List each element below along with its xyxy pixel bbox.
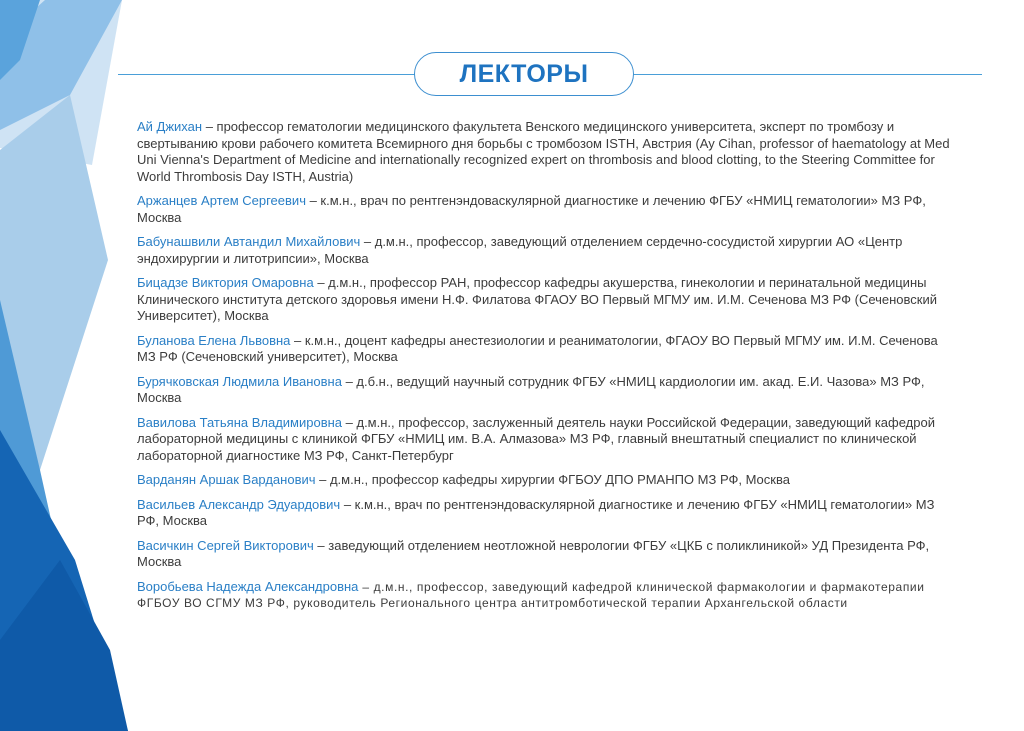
page-title: ЛЕКТОРЫ [414,52,634,96]
header-line-left [118,74,416,75]
lecturer-entry [137,497,957,530]
lecturer-name: Буланова Елена Львовна [137,332,291,348]
lecturer-name: Васильев Александр Эдуардович [137,496,341,512]
lecturer-entry [137,119,957,185]
lecturer-name: Бицадзе Виктория Омаровна [137,275,314,290]
lecturer-entry [137,234,957,267]
lecturer-name: Вавилова Татьяна Владимировна [137,414,343,430]
lecturer-name: Воробьева Надежда Александровна [137,578,359,594]
lecturer-name: Аржанцев Артем Сергеевич [137,193,306,208]
lecturer-name: Варданян Аршак Варданович [137,472,316,487]
lecturer-name: Бабунашвили Автандил Михайлович [137,234,361,249]
lecturer-description: – заведующий отделением неотложной неврологии ФГБУ «ЦКБ с поликлиникой» УД Президента РФ, Москва [137,537,930,569]
lecturer-list [137,119,957,620]
lecturer-entry [137,374,957,407]
lecturer-description: – д.м.н., профессор кафедры хирургии ФГБОУ ДПО РМАНПО МЗ РФ, Москва [315,472,790,487]
lecturer-description: – к.м.н., врач по рентгенэндоваскулярной диагностике и лечению ФГБУ «НМИЦ гематологии» МЗ РФ, Москва [137,193,926,225]
lecturer-entry [137,538,957,571]
lecturer-name: Бурячковская Людмила Ивановна [137,373,342,389]
lecturer-description: – д.м.н., профессор, заведующий кафедрой клинической фармакологии и фармакотерапии ФГБОУ ВО СГМУ МЗ РФ, руководитель Регионального центра антитромботической терапии Архангельской области [137,579,925,610]
lecturer-entry [137,193,957,226]
lecturer-name: Ай Джихан [137,119,203,134]
header-line-right [633,74,982,75]
lecturer-entry [137,579,957,612]
lecturer-description: – д.б.н., ведущий научный сотрудник ФГБУ «НМИЦ кардиологии им. акад. Е.И. Чазова» МЗ РФ, Москва [137,373,925,405]
lecturer-description: – профессор гематологии медицинского факультета Венского медицинского университета, эксперт по тромбозу и свертыванию крови рабочего комитета Всемирного дня борьбы с тромбозом ISTH, Австрия (Ay Cihan, professor of haematology at Med Uni Vienna's Department of Medicine and internationally recognized expert on thrombosis and blood clotting, to the Steering Committee for World Thrombosis Day ISTH, Austria) [137,119,950,184]
header [0,50,1024,100]
lecturer-entry [137,333,957,366]
lecturer-description: – д.м.н., профессор, заведующий отделением сердечно-сосудистой хирургии АО «Центр эндохирургии и литотрипсии», Москва [137,234,903,266]
lecturer-description: – к.м.н., врач по рентгенэндоваскулярной диагностике и лечению ФГБУ «НМИЦ гематологии» МЗ РФ, Москва [137,496,935,528]
lecturer-description: – к.м.н., доцент кафедры анестезиологии и реаниматологии, ФГАОУ ВО Первый МГМУ им. И.М. Сеченова МЗ РФ (Сеченовский университет), Москва [137,332,938,364]
lecturer-entry [137,415,957,465]
lecturer-name: Васичкин Сергей Викторович [137,537,314,553]
lecturer-entry [137,472,957,489]
lecturer-description: – д.м.н., профессор РАН, профессор кафедры акушерства, гинекологии и перинатальной медицины Клинического института детского здоровья имени Н.Ф. Филатова ФГАОУ ВО Первый МГМУ им. И.М. Сеченова МЗ РФ (Сеченовский Университет), Москва [137,275,938,323]
lecturer-description: – д.м.н., профессор, заслуженный деятель науки Российской Федерации, заведующий кафедрой лабораторной медицины с клиникой ФГБУ «НМИЦ им. В.А. Алмазова» МЗ РФ, главный внештатный специалист по клинической лабораторной диагностике МЗ РФ, Санкт-Петербург [137,414,935,463]
lecturer-entry [137,275,957,325]
